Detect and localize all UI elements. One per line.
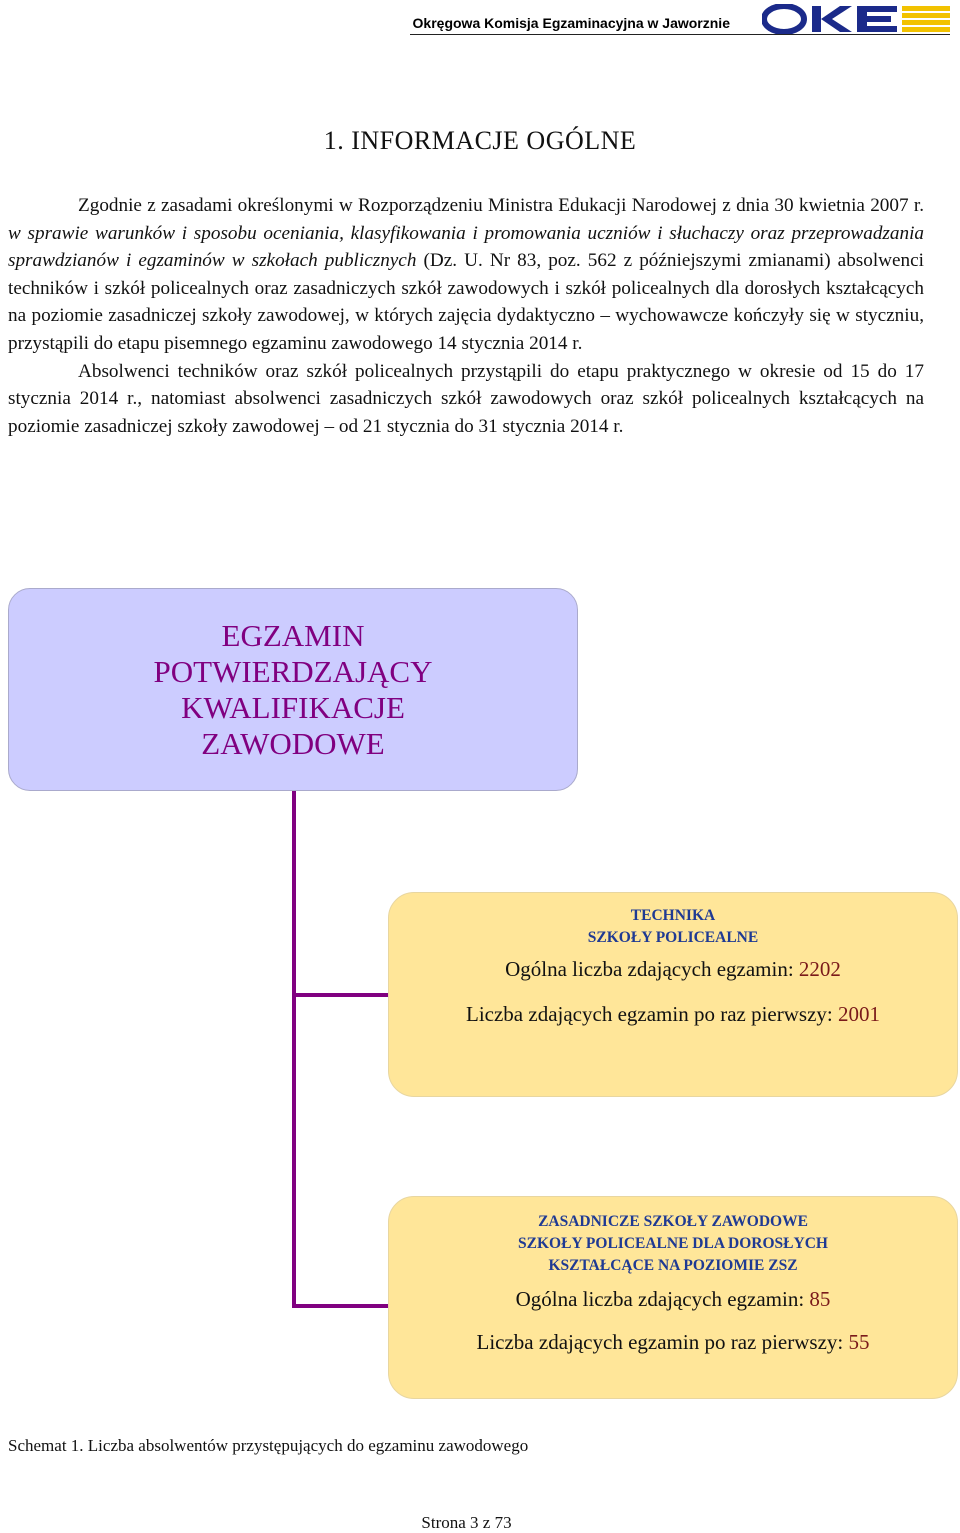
zsz-first-value: 55 (848, 1330, 870, 1354)
paragraph-1 (8, 192, 924, 358)
zsz-total-value: 85 (809, 1287, 831, 1311)
page-number: Strona 3 z 73 (421, 1513, 512, 1532)
zsz-header-2: SZKOŁY POLICEALNE DLA DOROSŁYCH (518, 1235, 828, 1252)
technika-first-value: 2001 (837, 1002, 880, 1026)
header-institution: Okręgowa Komisja Egzaminacyjna w Jaworznie (412, 15, 730, 31)
zsz-first-label: Liczba zdających egzamin po raz pierwszy: (476, 1330, 849, 1354)
technika-first-label: Liczba zdających egzamin po raz pierwszy: (466, 1002, 838, 1026)
zsz-header-3: KSZTAŁCĄCE NA POZIOMIE ZSZ (548, 1257, 798, 1274)
connector-branch-2 (292, 1304, 388, 1308)
p1-regulation-title: w sprawie warunków i sposobu oceniania, klasyfikowania i promowania uczniów i słuchaczy oraz przeprowadzania sprawdzianów i egzaminów w szkołach publicznych (8, 222, 924, 272)
p1-part-b: (Dz. U. Nr 83, poz. 562 z późniejszymi zmianami) absolwenci techników i szkół policealnych oraz zasadniczych szkół zawodowych i szkół policealnych dla dorosłych kształcących na poziomie zasadniczej szkoły zawodowej, w których zajęcia dydaktyczno – wychowawcze kończyły się w styczniu, przystąpili do etapu pisemnego egzaminu zawodowego 14 stycznia 2014 r. (8, 250, 924, 354)
section-title: 1. INFORMACJE OGÓLNE (323, 126, 637, 155)
technika-first (389, 1002, 957, 1027)
technika-total (389, 957, 957, 982)
connector-vertical (292, 791, 296, 1308)
paragraph-2: Absolwenci techników oraz szkół policealnych przystąpili do etapu praktycznego w okresie od 15 do 17 stycznia 2014 r., natomiast absolwenci zasadniczych szkół zawodowych oraz szkół policealnych kształcących na poziomie zasadniczej szkoły zawodowej – od 21 stycznia do 31 stycznia 2014 r. (8, 360, 924, 437)
technika-header-1: TECHNIKA (630, 907, 716, 924)
technika-total-value: 2202 (798, 957, 841, 981)
exam-title-line-3: KWALIFIKACJE (181, 689, 405, 725)
connector-branch-1 (292, 993, 388, 997)
zsz-first (389, 1330, 957, 1355)
zsz-header-1: ZASADNICZE SZKOŁY ZAWODOWE (538, 1213, 808, 1230)
zsz-box (388, 1196, 958, 1399)
exam-title-line-2: POTWIERDZAJĄCY (153, 653, 433, 689)
p1-part-a: Zgodnie z zasadami określonymi w Rozporządzeniu Ministra Edukacji Narodowej z dnia 30 kwietnia 2007 r. (78, 195, 924, 216)
zsz-total (389, 1287, 957, 1312)
zsz-total-label: Ogólna liczba zdających egzamin: (515, 1287, 810, 1311)
technika-box (388, 892, 958, 1097)
exam-title-line-4: ZAWODOWE (201, 725, 385, 761)
technika-total-label: Ogólna liczba zdających egzamin: (505, 957, 799, 981)
header-rule (410, 34, 950, 35)
diagram-caption: Schemat 1. Liczba absolwentów przystępujących do egzaminu zawodowego (8, 1436, 529, 1455)
technika-header-2: SZKOŁY POLICEALNE (587, 929, 759, 946)
body-text (8, 192, 924, 440)
oke-logo (762, 4, 952, 34)
exam-title-line-1: EGZAMIN (221, 617, 365, 653)
exam-title-box (8, 588, 578, 791)
